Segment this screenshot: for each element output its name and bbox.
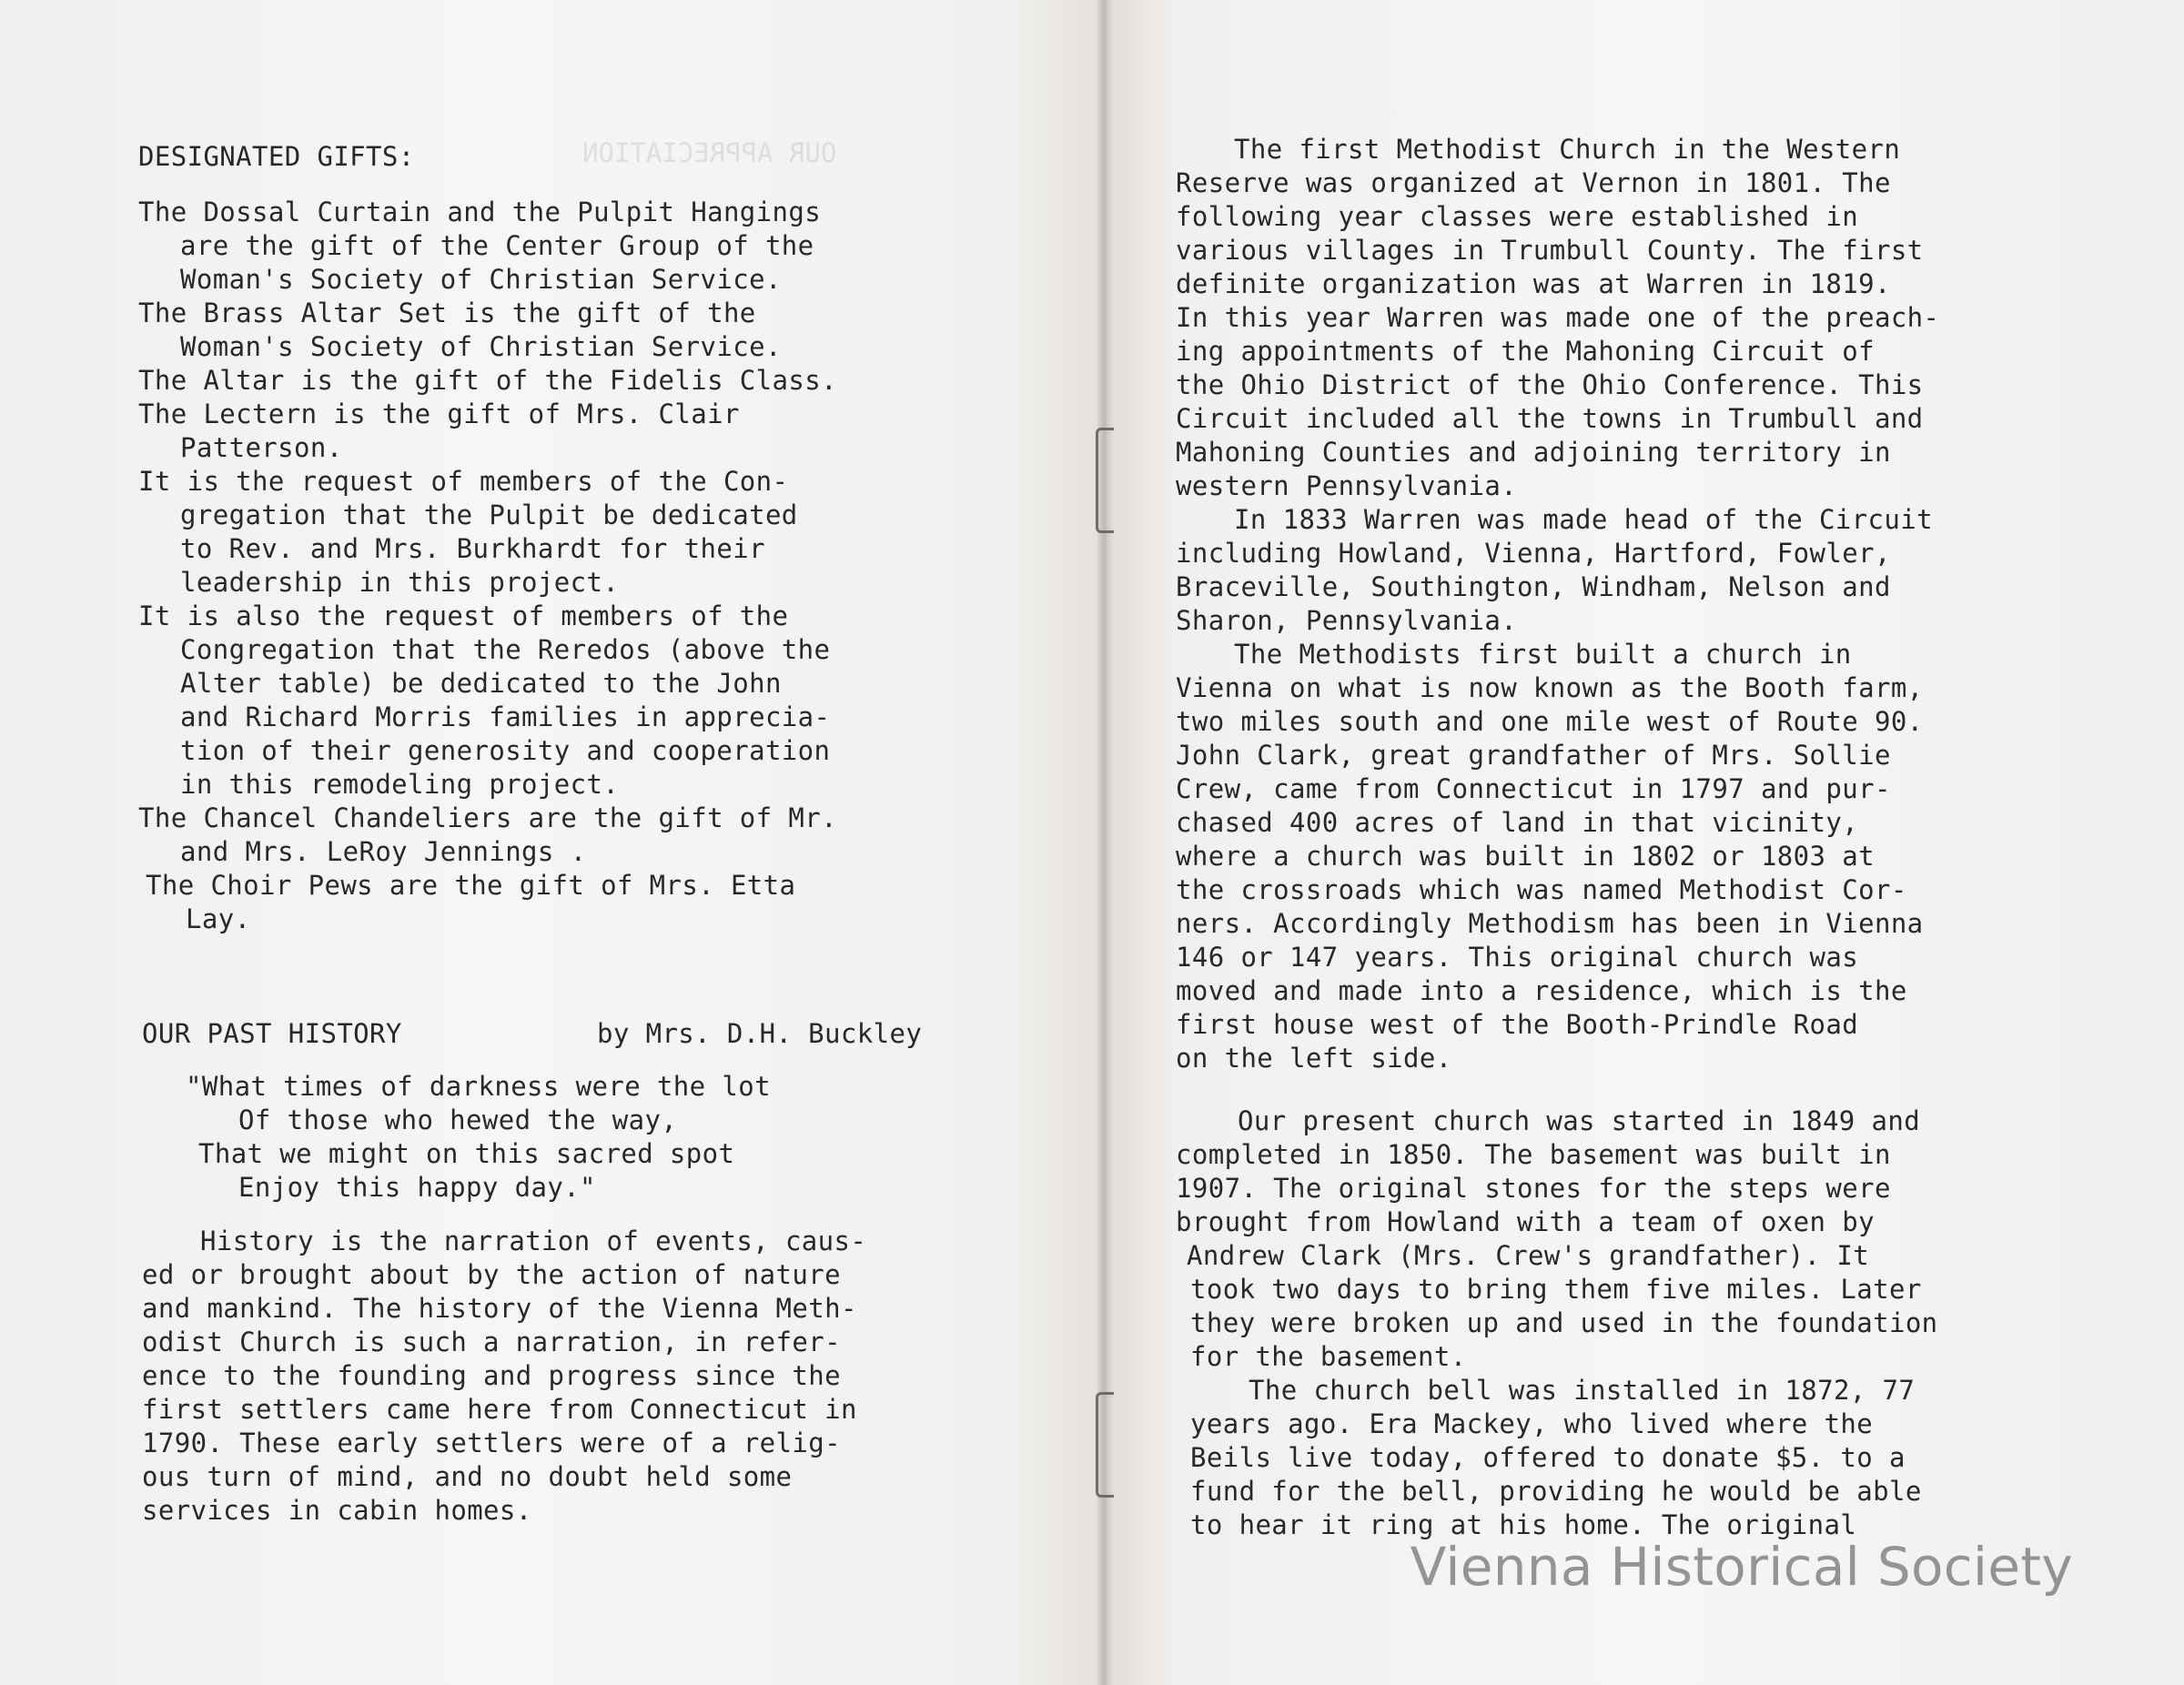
body-line: western Pennsylvania. <box>1176 470 1518 501</box>
history-paragraph-line: first settlers came here from Connecticut in <box>142 1394 857 1425</box>
gifts-line: It is also the request of members of the <box>138 600 789 631</box>
body-line: ners. Accordingly Methodism has been in Vienna <box>1176 908 1924 939</box>
history-paragraph-line: and mankind. The history of the Vienna Meth- <box>142 1293 857 1324</box>
right-page <box>1114 0 2184 1685</box>
gifts-line: and Mrs. LeRoy Jennings . <box>180 836 587 867</box>
history-paragraph-line: odist Church is such a narration, in refer- <box>142 1327 841 1357</box>
body-line: where a church was built in 1802 or 1803 at <box>1176 841 1875 872</box>
gifts-line: The Chancel Chandeliers are the gift of Mr. <box>138 802 837 833</box>
gifts-line: to Rev. and Mrs. Burkhardt for their <box>180 533 765 564</box>
body-line: completed in 1850. The basement was built in <box>1176 1139 1891 1170</box>
body-line: on the left side. <box>1176 1043 1452 1074</box>
gifts-line: The Altar is the gift of the Fidelis Class. <box>138 365 837 396</box>
gifts-line: Alter table) be dedicated to the John <box>180 668 782 699</box>
watermark: Vienna Historical Society <box>1410 1536 2073 1598</box>
body-line: Sharon, Pennsylvania. <box>1176 605 1518 636</box>
body-line: years ago. Era Mackey, who lived where the <box>1190 1408 1874 1439</box>
body-line: to hear it ring at his home. The original <box>1190 1509 1857 1540</box>
gifts-line: Woman's Society of Christian Service. <box>180 331 782 362</box>
history-byline: by Mrs. D.H. Buckley <box>597 1018 923 1049</box>
body-line: Braceville, Southington, Windham, Nelson and <box>1176 571 1891 602</box>
body-line: including Howland, Vienna, Hartford, Fowler, <box>1176 538 1891 569</box>
poem-line: "What times of darkness were the lot <box>186 1071 771 1102</box>
gifts-line: in this remodeling project. <box>180 769 620 800</box>
body-line: John Clark, great grandfather of Mrs. Sollie <box>1176 740 1891 771</box>
body-line: for the basement. <box>1190 1341 1467 1372</box>
body-line: took two days to bring them five miles. Later <box>1190 1274 1922 1305</box>
body-line: Our present church was started in 1849 and <box>1238 1105 1921 1136</box>
body-line: The first Methodist Church in the Western <box>1234 134 1901 165</box>
gifts-line: leadership in this project. <box>180 567 620 598</box>
body-line: The church bell was installed in 1872, 77 <box>1249 1375 1916 1406</box>
history-paragraph-line: ous turn of mind, and no doubt held some <box>142 1461 793 1492</box>
poem-line: Enjoy this happy day." <box>238 1172 596 1203</box>
body-line: chased 400 acres of land in that vicinity, <box>1176 807 1859 838</box>
gifts-line: It is the request of members of the Con- <box>138 466 789 497</box>
body-line: fund for the bell, providing he would be able <box>1190 1476 1922 1507</box>
body-line: Mahoning Counties and adjoining territory in <box>1176 437 1891 468</box>
gifts-line: The Dossal Curtain and the Pulpit Hangings <box>138 197 822 227</box>
body-line: following year classes were established in <box>1176 201 1859 232</box>
body-line: ing appointments of the Mahoning Circuit of <box>1176 336 1875 367</box>
gifts-line: Patterson. <box>180 432 343 463</box>
gifts-line: and Richard Morris families in apprecia- <box>180 701 831 732</box>
body-line: In 1833 Warren was made head of the Circuit <box>1234 504 1933 535</box>
gifts-line: Congregation that the Reredos (above the <box>180 634 831 665</box>
gifts-line: The Brass Altar Set is the gift of the <box>138 298 756 328</box>
gifts-line: The Choir Pews are the gift of Mrs. Etta <box>146 870 796 901</box>
body-line: 146 or 147 years. This original church was <box>1176 942 1859 973</box>
gifts-line: tion of their generosity and cooperation <box>180 735 831 766</box>
history-paragraph-line: History is the narration of events, caus- <box>200 1226 867 1256</box>
body-line: various villages in Trumbull County. The first <box>1176 235 1924 266</box>
show-through-text: OUR APPRECIATION <box>582 137 837 168</box>
poem-line: Of those who hewed the way, <box>238 1105 678 1135</box>
body-line: Crew, came from Connecticut in 1797 and pur- <box>1176 773 1891 804</box>
body-line: Andrew Clark (Mrs. Crew's grandfather). It <box>1187 1240 1870 1271</box>
body-line: two miles south and one mile west of Route 90. <box>1176 706 1924 737</box>
body-line: 1907. The original stones for the steps were <box>1176 1173 1891 1204</box>
body-line: they were broken up and used in the foundation <box>1190 1307 1938 1338</box>
gifts-line: are the gift of the Center Group of the <box>180 230 814 261</box>
body-line: the crossroads which was named Methodist Cor- <box>1176 874 1907 905</box>
body-line: Circuit included all the towns in Trumbull and <box>1176 403 1924 434</box>
body-line: definite organization was at Warren in 1819. <box>1176 268 1891 299</box>
gifts-line: The Lectern is the gift of Mrs. Clair <box>138 399 740 429</box>
body-line: the Ohio District of the Ohio Conference. This <box>1176 369 1924 400</box>
history-paragraph-line: ence to the founding and progress since the <box>142 1360 841 1391</box>
body-line: moved and made into a residence, which is the <box>1176 975 1907 1006</box>
gifts-line: Woman's Society of Christian Service. <box>180 264 782 295</box>
body-line: Vienna on what is now known as the Booth farm, <box>1176 672 1924 703</box>
history-paragraph-line: ed or brought about by the action of nature <box>142 1259 841 1290</box>
gifts-line: Lay. <box>186 903 251 934</box>
history-paragraph-line: services in cabin homes. <box>142 1495 532 1526</box>
gifts-line: gregation that the Pulpit be dedicated <box>180 499 798 530</box>
body-line: In this year Warren was made one of the preach- <box>1176 302 1940 333</box>
history-paragraph-line: 1790. These early settlers were of a relig- <box>142 1428 841 1458</box>
body-line: The Methodists first built a church in <box>1234 639 1852 670</box>
designated-gifts-heading: DESIGNATED GIFTS: <box>138 141 415 172</box>
poem-line: That we might on this sacred spot <box>198 1138 735 1169</box>
body-line: Reserve was organized at Vernon in 1801. The <box>1176 167 1891 198</box>
body-line: Beils live today, offered to donate $5. to a <box>1190 1442 1906 1473</box>
history-heading: OUR PAST HISTORY <box>142 1018 402 1049</box>
body-line: brought from Howland with a team of oxen by <box>1176 1206 1875 1237</box>
body-line: first house west of the Booth-Prindle Road <box>1176 1009 1859 1040</box>
